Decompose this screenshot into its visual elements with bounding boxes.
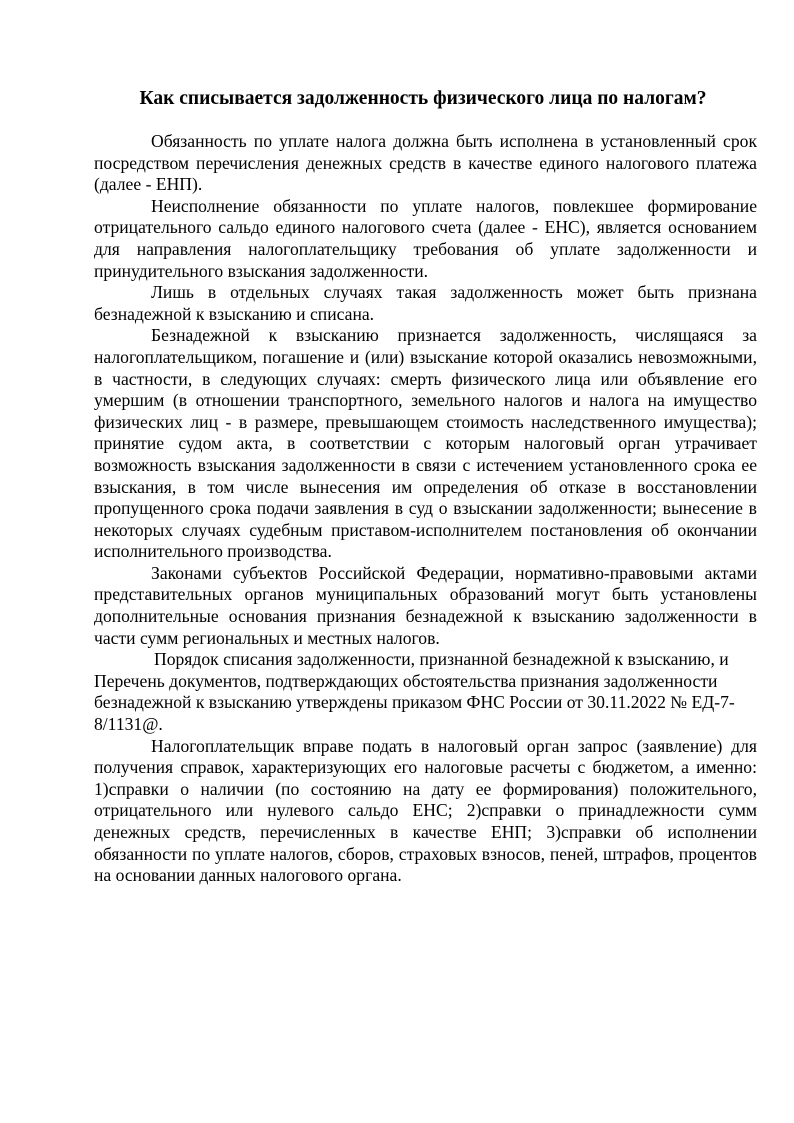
paragraph-payment-obligation: Обязанность по уплате налога должна быть исполнена в установленный срок посредством перечисления денежных средств в качестве единого налогового платежа (далее - ЕНП). [94,131,757,195]
paragraph-certificates-request: Налогоплательщик вправе подать в налоговый орган запрос (заявление) для получения справок, характеризующих его налоговые расчеты с бюджетом, а именно: 1)справки о наличии (по состоянию на дату ее формирования) положительного, отрицательного или нулевого сальдо ЕНС; 2)справки о принадлежности сумм денежных средств, перечисленных в качестве ЕНП; 3)справки об исполнении обязанности по уплате налогов, сборов, страховых взносов, пеней, штрафов, процентов на основании данных налогового органа. [94,735,757,886]
document-body [94,131,757,887]
paragraph-write-off-order: Порядок списания задолженности, признанной безнадежной к взысканию, и Перечень документов, подтверждающих обстоятельства признания задолженности безнадежной к взысканию утверждены приказом ФНС России от 30.11.2022 № ЕД-7-8/1131@. [94,649,735,735]
paragraph-regional-laws: Законами субъектов Российской Федерации, нормативно-правовыми актами представительных органов муниципальных образований могут быть установлены дополнительные основания признания безнадежной к взысканию задолженности в части сумм региональных и местных налогов. [94,562,757,648]
paragraph-uncollectible-cases: Безнадежной к взысканию признается задолженность, числящаяся за налогоплательщиком, погашение и (или) взыскание которой оказались невозможными, в частности, в следующих случаях: смерть физического лица или объявление его умершим (в отношении транспортного, земельного налогов и налога на имущество физических лиц - в размере, превышающем стоимость наследственного имущества); принятие судом акта, в соответствии с которым налоговый орган утрачивает возможность взыскания задолженности в связи с истечением установленного срока ее взыскания, в том числе вынесения им определения об отказе в восстановлении пропущенного срока подачи заявления в суд о взыскании задолженности; вынесение в некоторых случаях судебным приставом-исполнителем постановления об окончании исполнительного производства. [94,325,757,562]
page-title: Как списывается задолженность физического лица по налогам? [139,88,707,109]
paragraph-non-fulfillment: Неисполнение обязанности по уплате налогов, повлекшее формирование отрицательного сальдо единого налогового счета (далее - ЕНС), является основанием для направления налогоплательщику требования об уплате задолженности и принудительного взыскания задолженности. [94,195,757,281]
paragraph-write-off: Лишь в отдельных случаях такая задолженность может быть признана безнадежной к взысканию и списана. [94,282,757,324]
